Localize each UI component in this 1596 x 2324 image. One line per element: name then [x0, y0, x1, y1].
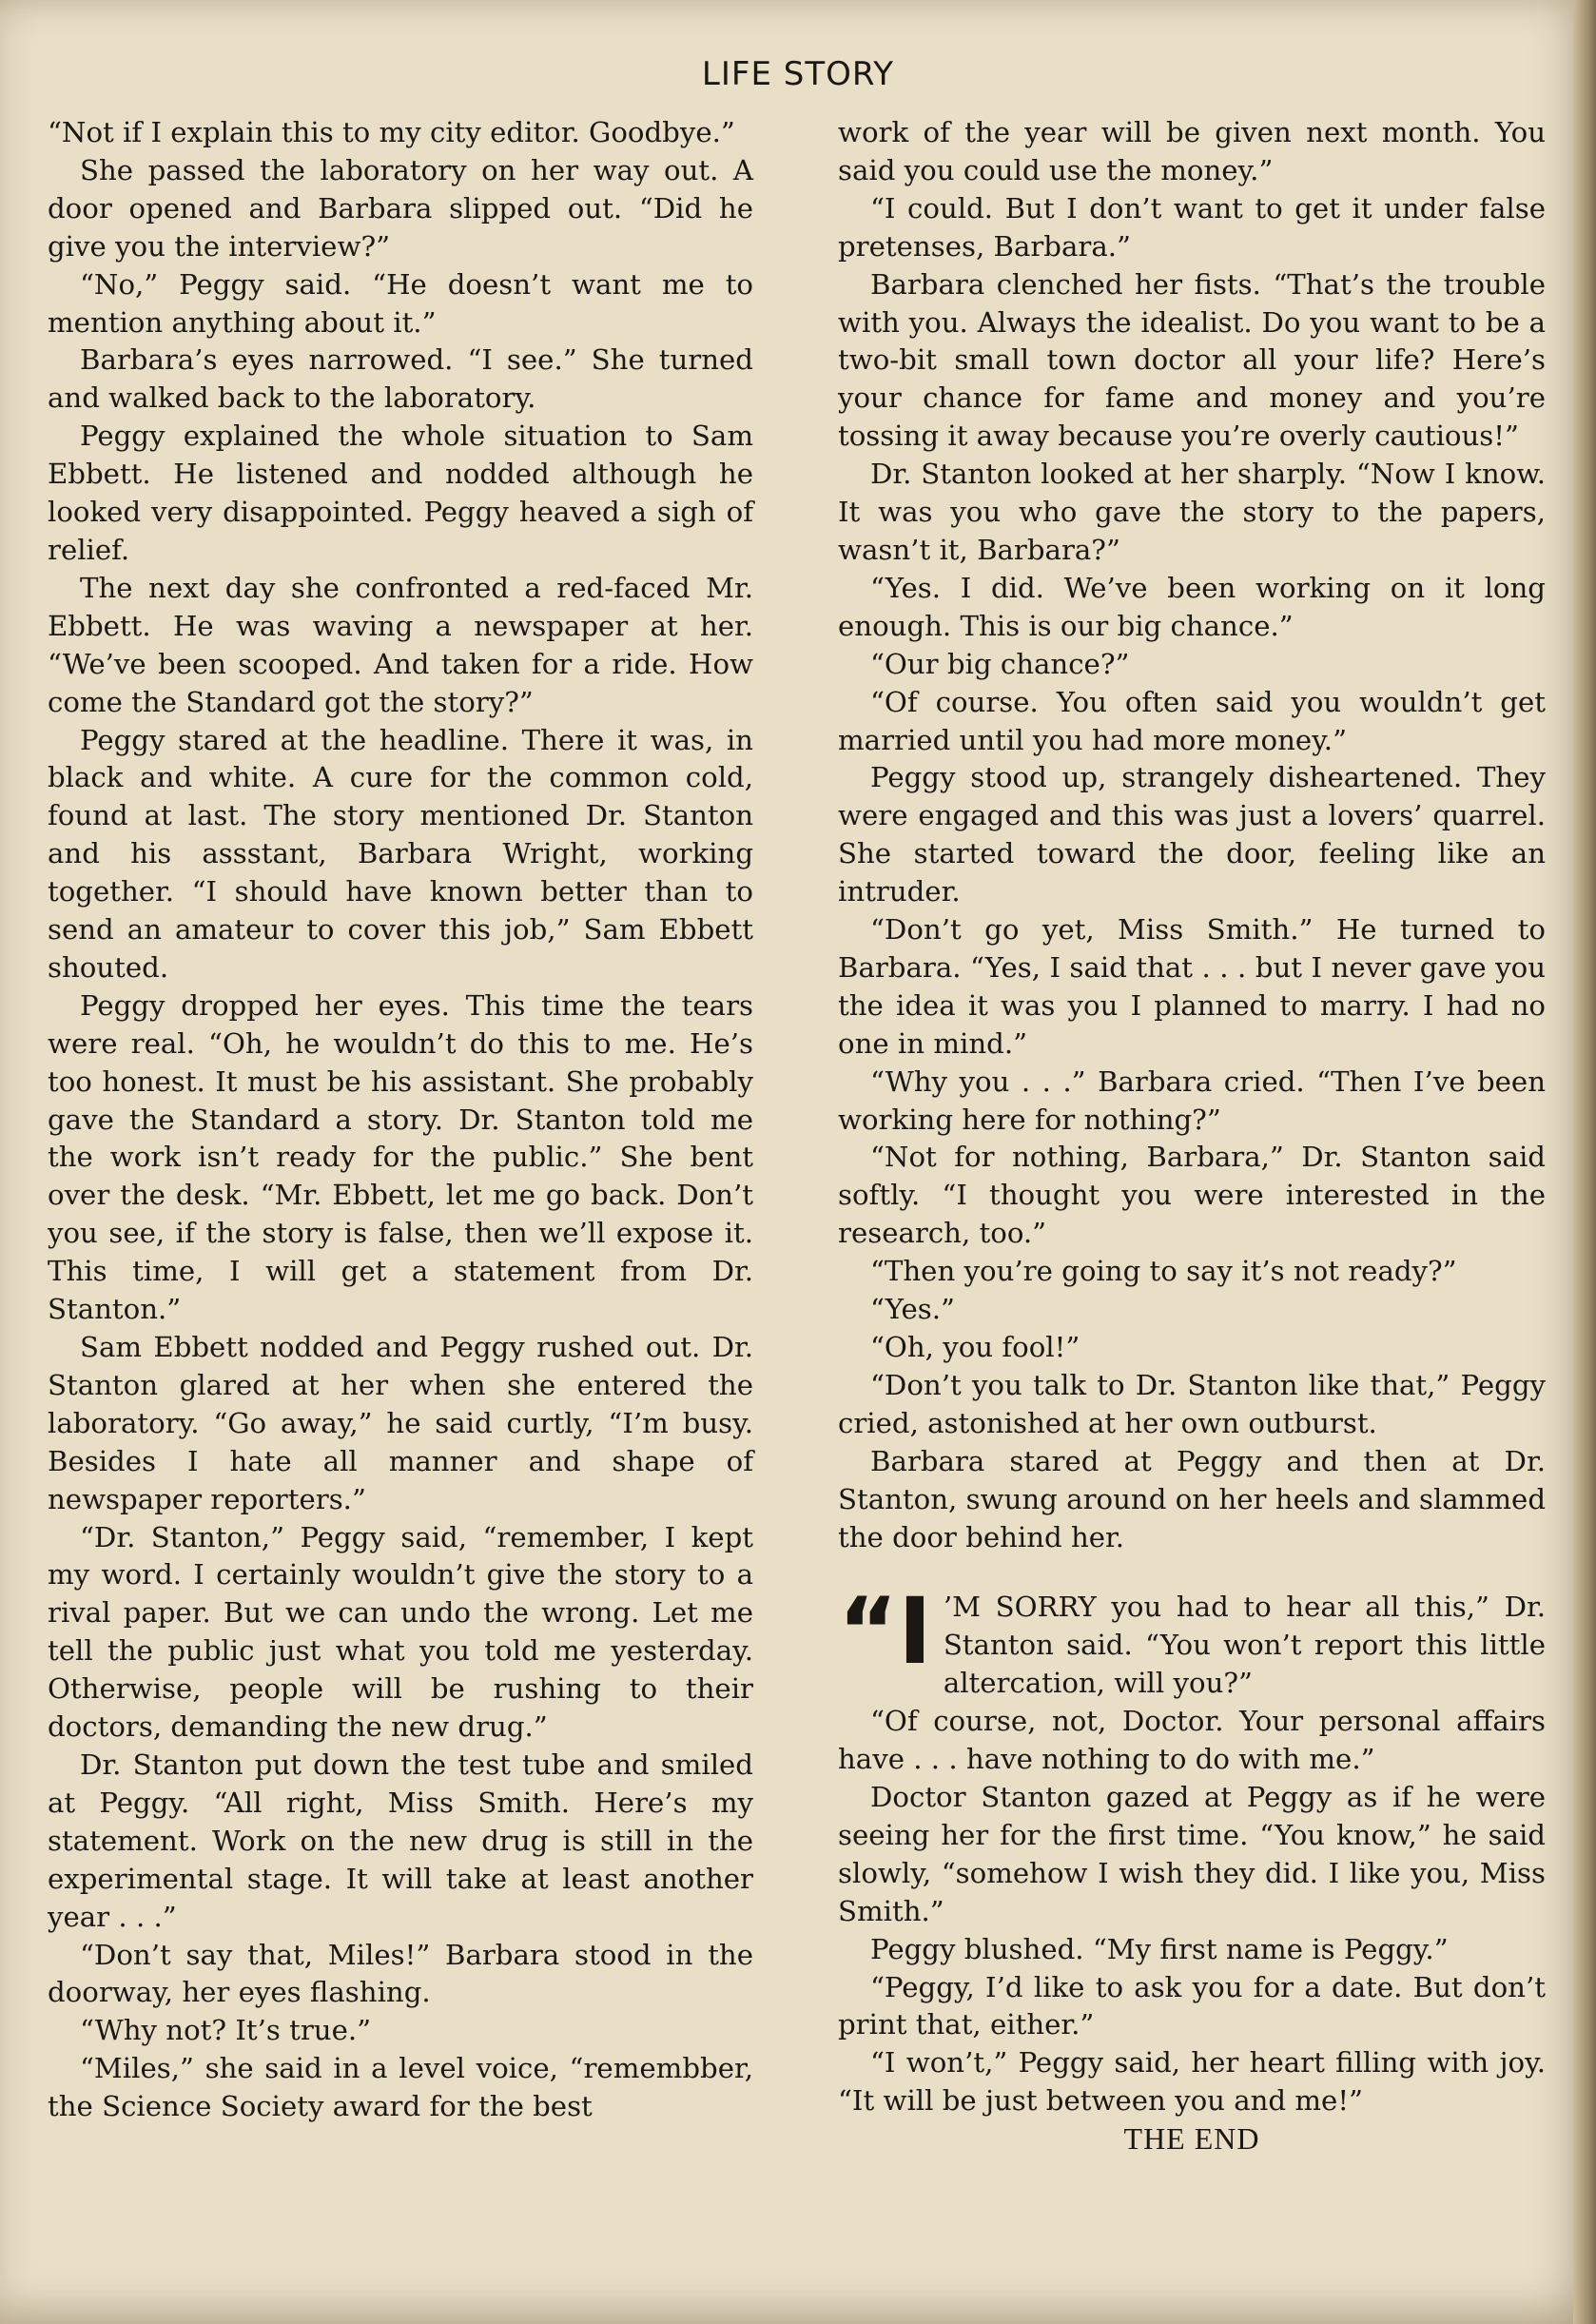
left-column	[48, 114, 753, 2126]
paragraph: Dr. Stanton put down the test tube and smiled at Peggy. “All right, Miss Smith. Here’s my statement. Work on the new drug is still in the experimental stage. It will take at least another year . . .”	[48, 1748, 753, 1933]
paragraph: “Don’t you talk to Dr. Stanton like that,” Peggy cried, astonished at her own outburst.	[838, 1368, 1546, 1439]
paragraph: “I could. But I don’t want to get it under false pretenses, Barbara.”	[838, 191, 1546, 263]
paragraph: Barbara stared at Peggy and then at Dr. Stanton, swung around on her heels and slammed the door behind her.	[838, 1444, 1546, 1553]
paragraph: Peggy dropped her eyes. This time the tears were real. “Oh, he wouldn’t do this to me. He’s too honest. It must be his assistant. She probably gave the Standard a story. Dr. Stanton told me the work isn’t ready for the public.” She bent over the desk. “Mr. Ebbett, let me go back. Don’t you see, if the story is false, then we’ll expose it. This time, I will get a statement from Dr. Stanton.”	[48, 988, 753, 1326]
paragraph: Dr. Stanton looked at her sharply. “Now I know. It was you who gave the story to the papers, wasn’t it, Barbara?”	[838, 458, 1546, 566]
paragraph: “Why you . . .” Barbara cried. “Then I’ve been working here for nothing?”	[838, 1064, 1546, 1136]
drop-cap-quote-mark: “	[838, 1578, 899, 1686]
paragraph: “Why not? It’s true.”	[80, 2014, 372, 2047]
paragraph: “Peggy, I’d like to ask you for a date. But don’t print that, either.”	[838, 1970, 1546, 2041]
right-column	[838, 114, 1546, 2158]
dropcap-paragraph	[838, 1578, 1546, 1703]
paragraph: “No,” Peggy said. “He doesn’t want me to mention anything about it.”	[48, 267, 753, 339]
the-end-label: THE END	[1123, 2121, 1260, 2157]
paragraph: Barbara’s eyes narrowed. “I see.” She turned and walked back to the laboratory.	[48, 343, 753, 415]
paragraph: “Yes. I did. We’ve been working on it long enough. This is our big chance.”	[838, 571, 1546, 642]
paragraph: Peggy explained the whole situation to Sam Ebbett. He listened and nodded although he looked very disappointed. Peggy heaved a sigh of relief.	[48, 420, 753, 566]
paragraph: “Not if I explain this to my city editor. Goodbye.”	[48, 116, 735, 148]
page-header: LIFE STORY	[701, 55, 895, 93]
paragraph: “Our big chance?”	[870, 647, 1130, 680]
paragraph: Doctor Stanton gazed at Peggy as if he were seeing her for the first time. “You know,” he said slowly, “somehow I wish they did. I like you, Miss Smith.”	[838, 1780, 1546, 1927]
paragraph: Peggy stared at the headline. There it was, in black and white. A cure for the common cold, found at last. The story mentioned Dr. Stanton and his assstant, Barbara Wright, working together. “I should have known better than to send an amateur to cover this job,” Sam Ebbett shouted.	[48, 723, 753, 984]
page-spine-edge	[1573, 0, 1596, 2324]
paragraph-text: ’M SORRY you had to hear all this,” Dr. Stanton said. “You won’t report this little altercation, will you?”	[943, 1591, 1546, 1700]
paragraph: “Not for nothing, Barbara,” Dr. Stanton said softly. “I thought you were interested in the research, too.”	[838, 1141, 1546, 1250]
drop-cap-letter: I	[898, 1578, 932, 1686]
paragraph: The next day she confronted a red-faced Mr. Ebbett. He was waving a newspaper at her. “We’ve been scooped. And taken for a ride. How come the Standard got the story?”	[48, 571, 753, 718]
section-break	[838, 1556, 1546, 1589]
paragraph: “Don’t go yet, Miss Smith.” He turned to Barbara. “Yes, I said that . . . but I never gave you the idea it was you I planned to marry. I had no one in mind.”	[838, 913, 1546, 1060]
paragraph: “Dr. Stanton,” Peggy said, “remember, I kept my word. I certainly wouldn’t give the story to a rival paper. But we can undo the wrong. Let me tell the public just what you told me yesterday. Otherwise, people will be rushing to their doctors, demanding the new drug.”	[48, 1520, 753, 1744]
paragraph: “Then you’re going to say it’s not ready?”	[870, 1255, 1457, 1288]
paragraph: Peggy blushed. “My first name is Peggy.”	[870, 1932, 1449, 1965]
paragraph: work of the year will be given next month. You said you could use the money.”	[838, 116, 1546, 186]
paragraph: “Yes.”	[870, 1293, 955, 1326]
paragraph: “Don’t say that, Miles!” Barbara stood in the doorway, her eyes flashing.	[48, 1938, 753, 2009]
paragraph: “I won’t,” Peggy said, her heart filling with joy. “It will be just between you and me!”	[838, 2046, 1546, 2118]
paragraph: “Of course, not, Doctor. Your personal affairs have . . . have nothing to do with me.”	[838, 1705, 1546, 1776]
paragraph: “Miles,” she said in a level voice, “remembber, the Science Society award for the best	[48, 2052, 753, 2123]
paragraph: “Of course. You often said you wouldn’t get married until you had more money.”	[838, 685, 1546, 756]
paragraph: Barbara clenched her fists. “That’s the trouble with you. Always the idealist. Do you want to be a two-bit small town doctor all your life? Here’s your chance for fame and money and you’re tossing it away because you’re overly cautious!”	[838, 267, 1546, 453]
drop-cap	[838, 1578, 932, 1686]
paragraph: Peggy stood up, strangely disheartened. They were engaged and this was just a lovers’ quarrel. She started toward the door, feeling like an intruder.	[838, 761, 1546, 908]
paragraph: “Oh, you fool!”	[870, 1331, 1080, 1363]
paragraph: Sam Ebbett nodded and Peggy rushed out. Dr. Stanton glared at her when she entered the laboratory. “Go away,” he said curtly, “I’m busy. Besides I hate all manner and shape of newspaper reporters.”	[48, 1331, 753, 1515]
paragraph: She passed the laboratory on her way out. A door opened and Barbara slipped out. “Did he give you the interview?”	[48, 153, 753, 263]
